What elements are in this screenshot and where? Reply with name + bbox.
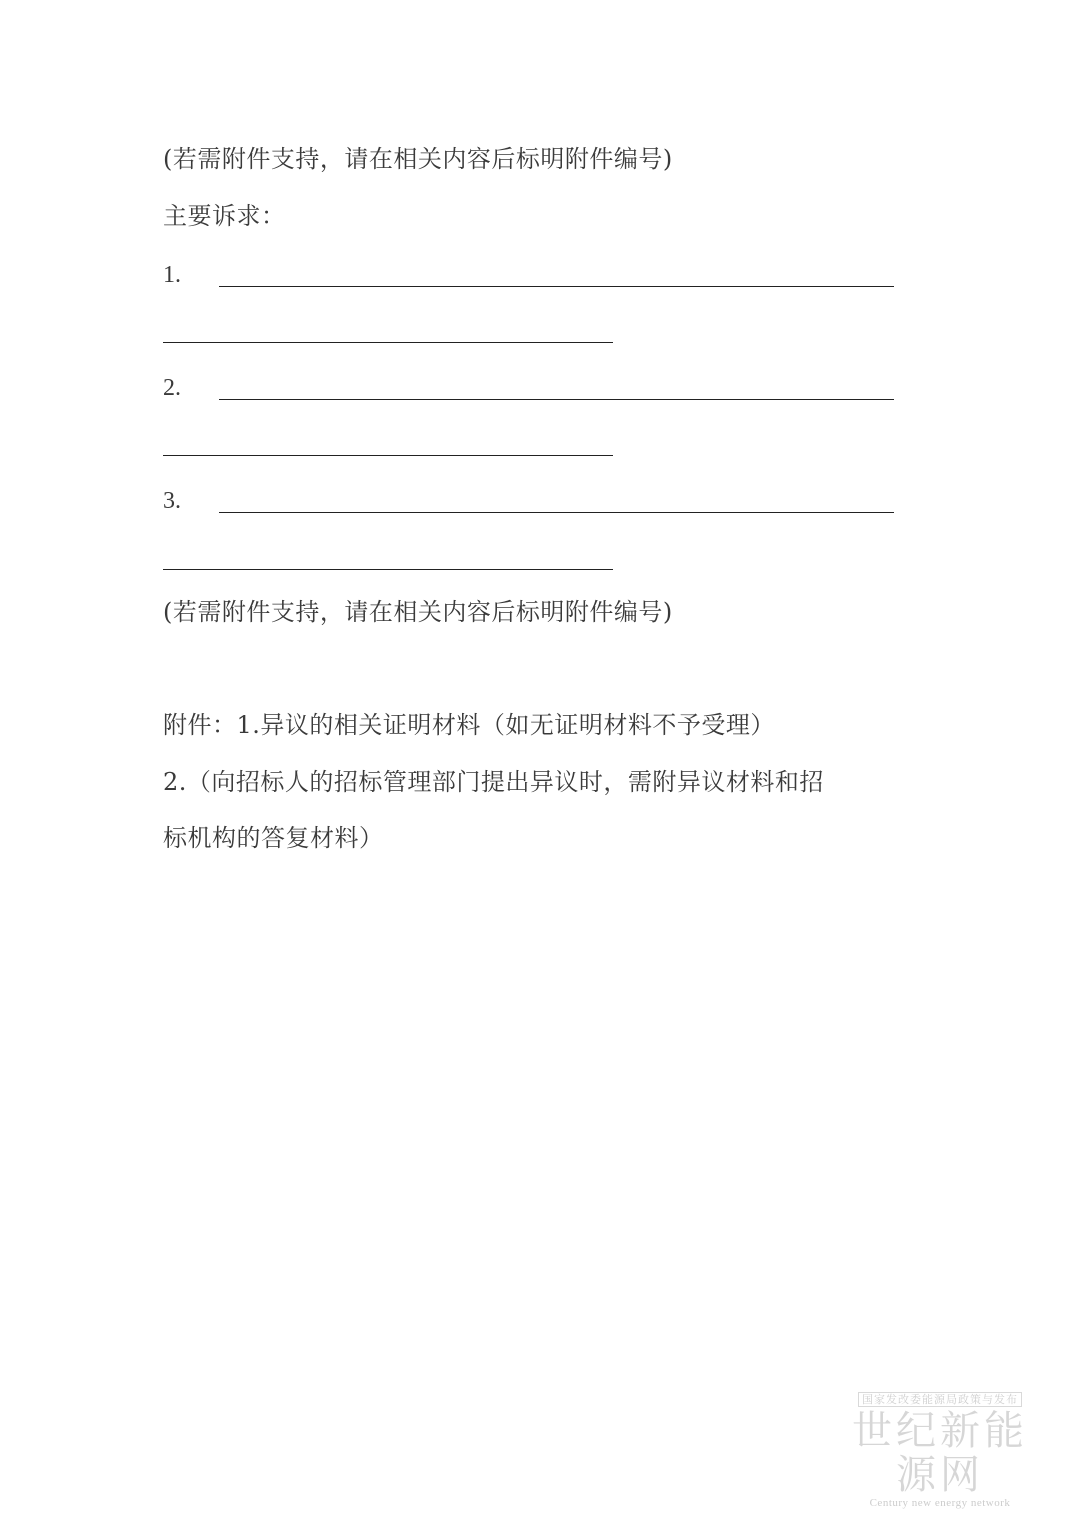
claim-1-blank-line[interactable]	[219, 286, 894, 287]
watermark-logo	[840, 1388, 1040, 1509]
claim-number-2: 2.	[163, 375, 181, 401]
claim-3-blank-line[interactable]	[219, 512, 894, 513]
watermark-english-name: Century new energy network	[869, 1497, 1011, 1509]
attachments-line-2: 2.（向招标人的招标管理部门提出异议时，需附异议材料和招	[163, 768, 824, 796]
attachment-note-top: (若需附件支持，请在相关内容后标明附件编号)	[163, 145, 673, 173]
claim-3-blank-line-continued[interactable]	[163, 569, 613, 570]
claim-1-blank-line-continued[interactable]	[163, 342, 613, 343]
attachments-line-3: 标机构的答复材料）	[163, 824, 384, 852]
claim-number-3: 3.	[163, 488, 181, 514]
attachment-note-bottom: (若需附件支持，请在相关内容后标明附件编号)	[163, 598, 673, 626]
claim-number-1: 1.	[163, 262, 181, 288]
watermark-tagline: 国家发改委能源局政策与发布	[858, 1392, 1022, 1407]
attachments-line-1: 附件：1.异议的相关证明材料（如无证明材料不予受理）	[163, 711, 775, 739]
claim-2-blank-line-continued[interactable]	[163, 455, 613, 456]
claim-2-blank-line[interactable]	[219, 399, 894, 400]
claims-heading: 主要诉求：	[163, 202, 286, 230]
watermark-brand-name: 世纪新能源网	[852, 1408, 1028, 1498]
